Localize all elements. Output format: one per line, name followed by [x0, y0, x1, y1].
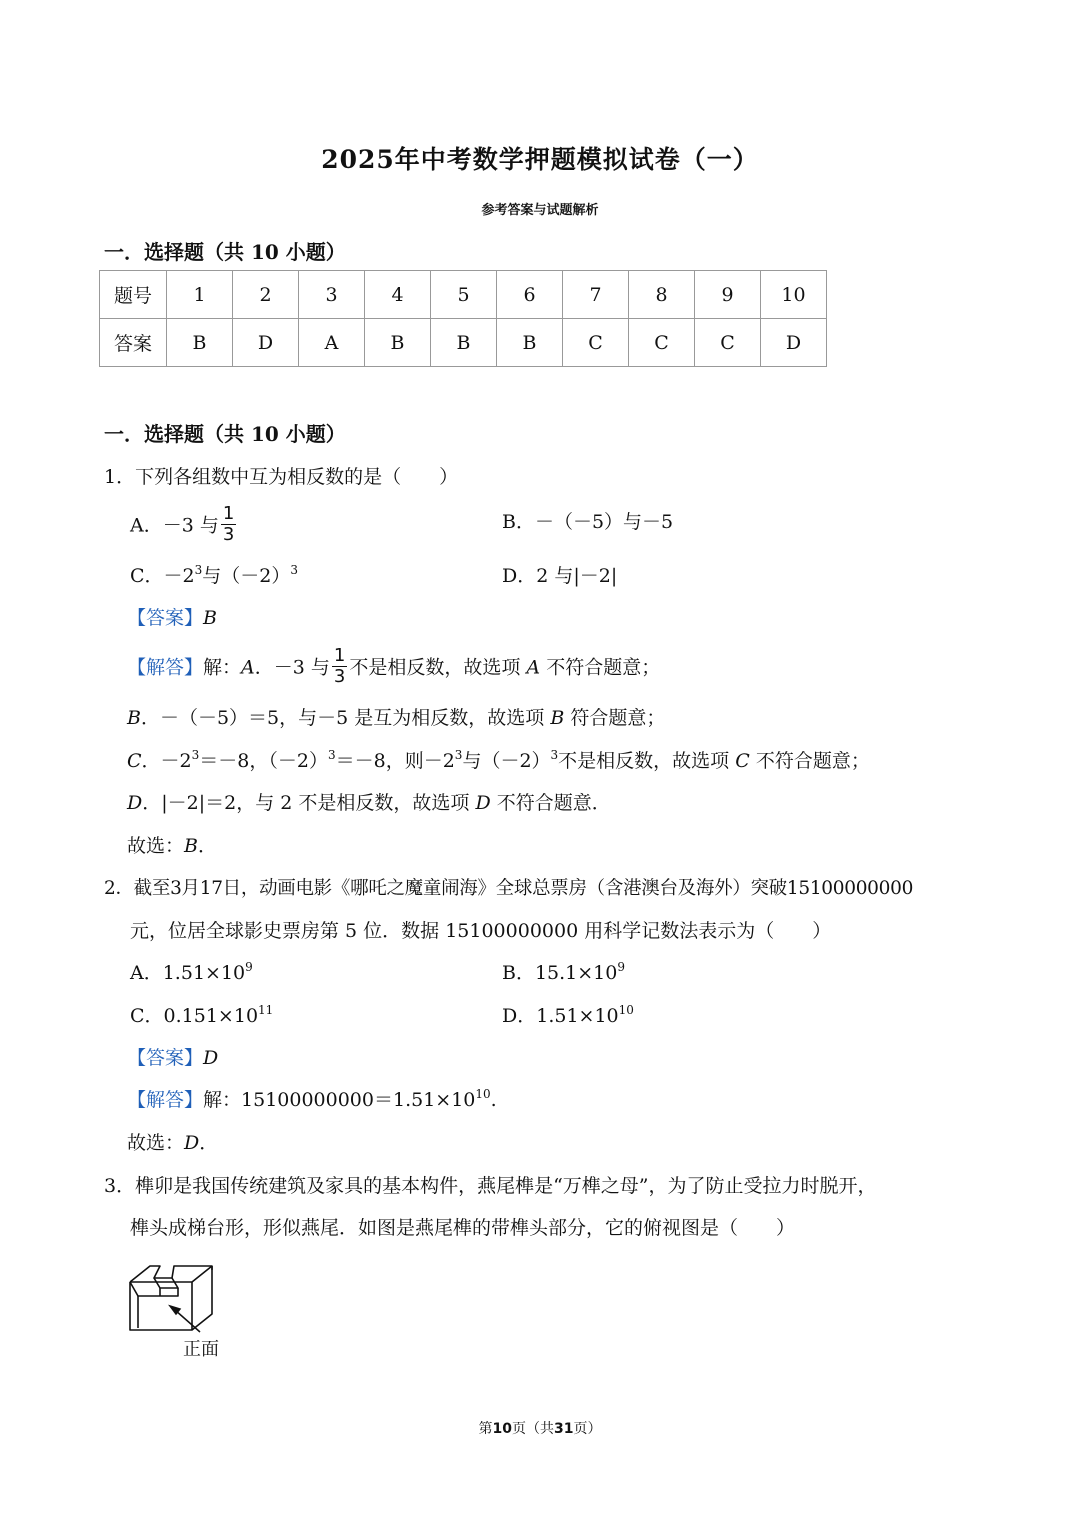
solution-tag: 【解答】: [127, 656, 204, 679]
q1-stem: 1．下列各组数中互为相反数的是（ ）: [104, 466, 459, 488]
q3-stem-line2: 榫头成梯台形，形似燕尾．如图是燕尾榫的带榫头部分，它的俯视图是（ ）: [130, 1217, 796, 1239]
option-text: 与（－2）: [202, 565, 291, 587]
table-cell: B: [365, 319, 431, 367]
table-cell: 2: [233, 271, 299, 319]
table-cell: D: [761, 319, 827, 367]
exponent: 3: [191, 748, 200, 762]
solution-text: 不符合题意．: [496, 792, 611, 814]
solution-text: ．－3 与: [254, 656, 330, 679]
total-page-count: 31: [554, 1421, 574, 1437]
conclusion-value: B: [184, 835, 198, 857]
answer-tag: 【答案】: [127, 607, 204, 629]
conclusion-value: D: [184, 1132, 200, 1154]
q2-option-b: [502, 958, 625, 985]
table-cell: 3: [299, 271, 365, 319]
solution-text: 不符合题意；: [755, 750, 870, 772]
table-cell: C: [563, 319, 629, 367]
table-cell: B: [497, 319, 563, 367]
table-cell: D: [233, 319, 299, 367]
figure-label-front: 正面: [183, 1339, 219, 1360]
fraction-numerator: 1: [333, 645, 346, 666]
q1-answer: [127, 603, 217, 630]
option-letter: A: [526, 656, 541, 679]
conclusion-text: ．: [197, 835, 217, 857]
footer-text: 第: [478, 1421, 493, 1437]
q2-solution: [127, 1085, 497, 1112]
option-text: C．0.151×10: [130, 1005, 259, 1027]
solution-text: .: [490, 1089, 497, 1111]
table-cell: 10: [761, 271, 827, 319]
q2-conclusion: [127, 1128, 218, 1155]
option-letter: B: [550, 707, 565, 729]
solution-tag: 【解答】: [127, 1089, 204, 1111]
exponent: 11: [258, 1003, 274, 1017]
answer-table: [99, 270, 827, 367]
answer-table-row-answers: [100, 319, 827, 367]
exponent: 3: [327, 748, 336, 762]
table-cell: 4: [365, 271, 431, 319]
exponent: 9: [617, 960, 626, 974]
table-cell: 7: [563, 271, 629, 319]
table-cell: 6: [497, 271, 563, 319]
page-footer: [0, 1418, 1080, 1438]
page-subtitle: 参考答案与试题解析: [481, 203, 599, 218]
option-text: A．1.51×10: [130, 962, 246, 984]
table-cell: 题号: [100, 271, 167, 319]
section-heading-top: 一．选择题（共 10 小题）: [104, 240, 346, 264]
solution-text: ．－（－5）＝5，与－5 是互为相反数，故选项: [140, 707, 545, 729]
table-cell: 5: [431, 271, 497, 319]
fraction-numerator: 1: [222, 503, 235, 524]
q3-stem-line1: 3．榫卯是我国传统建筑及家具的基本构件，燕尾榫是“万榫之母”，为了防止受拉力时脱开，: [104, 1175, 877, 1197]
solution-text: 不是相反数，故选项: [558, 750, 730, 772]
current-page-number: 10: [492, 1421, 512, 1437]
conclusion-text: 故选：: [127, 1132, 185, 1154]
q1-solution-a: [127, 645, 661, 689]
solution-text: 符合题意；: [570, 707, 666, 729]
solution-text: 不符合题意；: [546, 656, 661, 679]
q2-option-a: [130, 958, 253, 985]
option-text: －3 与: [162, 514, 219, 537]
q1-option-b: B．－（－5）与－5: [502, 511, 674, 533]
option-text: D．1.51×10: [502, 1005, 619, 1027]
option-letter: D: [475, 792, 491, 814]
table-cell: C: [695, 319, 761, 367]
q1-solution-d: [127, 788, 611, 815]
solution-text: ＝－8，（－2）: [199, 750, 328, 772]
answer-table-row-numbers: [100, 271, 827, 319]
exponent: 10: [618, 1003, 634, 1017]
option-label: A．: [130, 514, 163, 537]
option-text: C．－2: [130, 565, 195, 587]
fraction-one-third: [221, 504, 236, 545]
answer-value: B: [203, 607, 217, 629]
fraction-denominator: 3: [222, 524, 235, 545]
exponent: 3: [550, 748, 559, 762]
section-heading: 一．选择题（共 10 小题）: [104, 422, 346, 446]
solution-text: ．－2: [141, 750, 192, 772]
q1-option-c: [130, 561, 298, 588]
option-letter: B: [127, 707, 141, 729]
option-letter: C: [127, 750, 142, 772]
q2-option-d: [502, 1001, 634, 1028]
solution-text: ＝－8，则－2: [335, 750, 455, 772]
q1-solution-c: [127, 746, 870, 773]
conclusion-text: 故选：: [127, 835, 185, 857]
q2-answer: [127, 1043, 218, 1070]
q1-option-a: [130, 503, 238, 547]
answer-tag: 【答案】: [127, 1047, 204, 1069]
exponent: 3: [290, 563, 299, 577]
exponent: 3: [454, 748, 463, 762]
solution-text: 不是相反数，故选项: [349, 656, 521, 679]
solution-text: ．|－2|＝2，与 2 不是相反数，故选项: [142, 792, 470, 814]
option-text: B．15.1×10: [502, 962, 618, 984]
q2-stem-line2: 元，位居全球影史票房第 5 位．数据 15100000000 用科学记数法表示为（ ）: [130, 920, 832, 942]
solution-text: 与（－2）: [462, 750, 551, 772]
fraction-denominator: 3: [333, 666, 346, 687]
table-cell: 9: [695, 271, 761, 319]
page-title: 2025年中考数学押题模拟试卷（一）: [321, 145, 759, 174]
table-cell: C: [629, 319, 695, 367]
conclusion-text: ．: [199, 1132, 219, 1154]
footer-text: 页（共: [512, 1421, 554, 1437]
table-cell: 1: [167, 271, 233, 319]
exponent: 10: [475, 1087, 491, 1101]
table-cell: 答案: [100, 319, 167, 367]
table-cell: A: [299, 319, 365, 367]
table-cell: B: [431, 319, 497, 367]
q2-option-c: [130, 1001, 273, 1028]
solution-text: 解：15100000000＝1.51×10: [203, 1089, 476, 1111]
exponent: 3: [194, 563, 203, 577]
option-letter: D: [127, 792, 143, 814]
q1-solution-b: [127, 703, 665, 730]
q2-stem-line1: 2．截至3月17日，动画电影《哪吒之魔童闹海》全球总票房（含港澳台及海外）突破15100000000: [104, 878, 914, 899]
q1-conclusion: [127, 831, 217, 858]
q1-option-d: D．2 与|－2|: [502, 565, 618, 587]
answer-value: D: [203, 1047, 219, 1069]
table-cell: 8: [629, 271, 695, 319]
exponent: 9: [245, 960, 253, 974]
fraction-one-third: [332, 646, 347, 687]
option-letter: C: [735, 750, 750, 772]
footer-text: 页）: [573, 1421, 602, 1437]
option-letter: A: [241, 656, 255, 679]
table-cell: B: [167, 319, 233, 367]
solution-text: 解：: [203, 656, 242, 679]
